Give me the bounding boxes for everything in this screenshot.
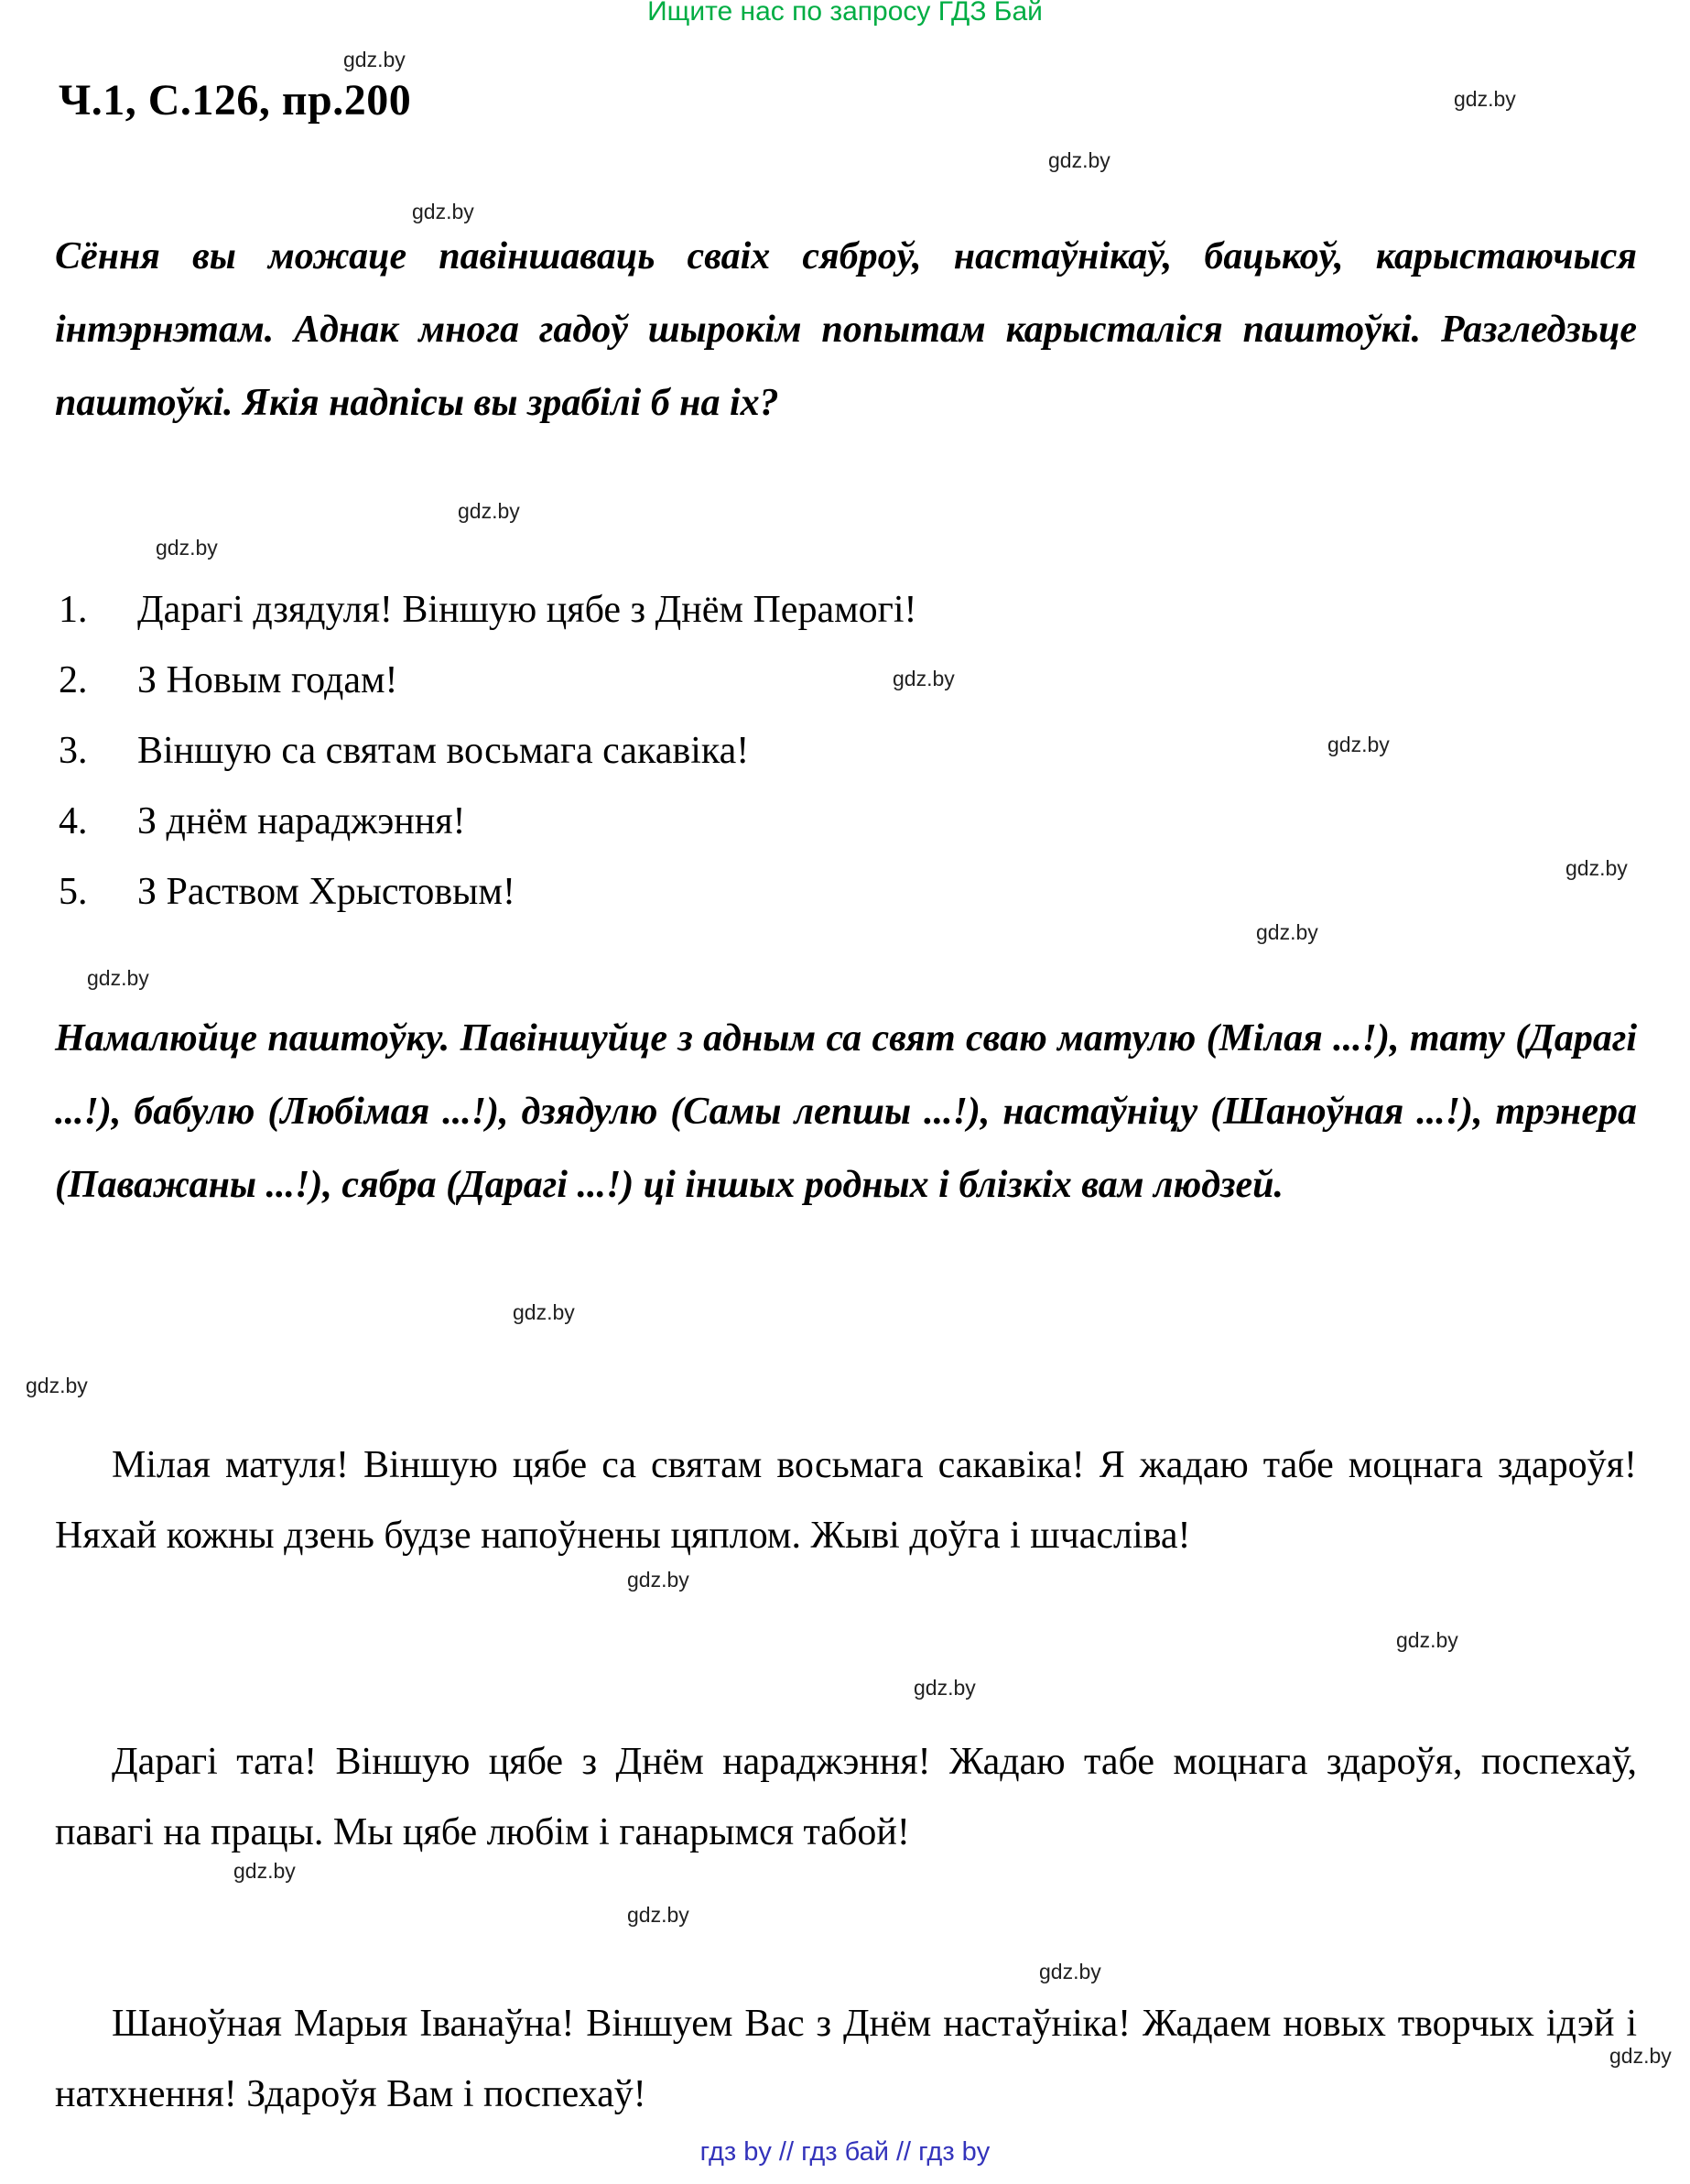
list-item-text: З Раством Хрыстовым! (137, 871, 515, 913)
watermark: gdz.by (26, 1374, 88, 1397)
task-draw-postcard-paragraph: Намалюйце паштоўку. Павіншуйце з адным са свят сваю матулю (Мілая ...!), тату (Дарагі ...!), бабулю (Любімая ...!), дзядулю (Самы лепшы ...!), настаўніцу (Шаноўная ...!), трэнера (Паважаны ...!), сябра (Дарагі ...!) ці іншых родных і блізкіх вам людзей. (55, 1017, 1637, 1206)
list-item (59, 716, 1637, 787)
watermark: gdz.by (1048, 148, 1110, 172)
answer-paragraph-father: Дарагі тата! Віншую цябе з Днём нараджэння! Жадаю табе моцнага здароўя, поспехаў, павагі на працы. Мы цябе любім і ганарымся табой! (55, 1741, 1637, 1853)
watermark: gdz.by (412, 200, 474, 223)
list-item (59, 857, 1637, 928)
watermark: gdz.by (233, 1859, 296, 1883)
answer-paragraph-teacher: Шаноўная Марыя Іванаўна! Віншуем Вас з Днём настаўніка! Жадаем новых творчых ідэй і натхнення! Здароўя Вам і поспехаў! (55, 2003, 1637, 2115)
watermark: gdz.by (893, 667, 955, 690)
list-item-number: 3. (59, 730, 88, 772)
list-item-number: 5. (59, 871, 88, 913)
watermark: gdz.by (1609, 2044, 1672, 2068)
list-item (59, 787, 1637, 857)
answer-paragraph-mother: Мілая матуля! Віншую цябе са святам восьмага сакавіка! Я жадаю табе моцнага здароўя! Няхай кожны дзень будзе напоўнены цяплом. Жыві доўга і шчасліва! (55, 1444, 1637, 1557)
watermark: gdz.by (1039, 1960, 1101, 1983)
watermark: gdz.by (87, 966, 149, 990)
list-item-text: З Новым годам! (137, 659, 398, 701)
watermark: gdz.by (343, 48, 406, 71)
watermark: gdz.by (914, 1676, 976, 1700)
footer-links-text[interactable]: гдз by // гдз бай // гдз by (699, 2137, 991, 2167)
watermark: gdz.by (156, 536, 218, 560)
watermark: gdz.by (1396, 1628, 1458, 1652)
watermark: gdz.by (1256, 920, 1318, 944)
task-intro-paragraph: Сёння вы можаце павіншаваць сваіх сяброў, настаўнікаў, бацькоў, карыстаючыся інтэрнэтам. Аднак многа гадоў шырокім попытам карысталіся паштоўкі. Разгледзьце паштоўкі. Якія надпісы вы зрабілі б на іх? (55, 235, 1637, 424)
exercise-header: Ч.1, С.126, пр.200 (59, 76, 412, 125)
list-item (59, 575, 1637, 646)
list-item-text: З днём нараджэння! (137, 800, 466, 842)
watermark: gdz.by (627, 1568, 689, 1592)
watermark: gdz.by (513, 1300, 575, 1324)
list-item-number: 2. (59, 659, 88, 701)
list-item-text: Віншую са святам восьмага сакавіка! (137, 730, 750, 772)
watermark: gdz.by (1454, 87, 1516, 111)
promo-banner-text: Ищите нас по запросу ГДЗ Бай (647, 0, 1043, 27)
list-item (59, 646, 1637, 716)
watermark: gdz.by (1565, 856, 1628, 880)
list-item-text: Дарагі дзядуля! Віншую цябе з Днём Перамогі! (137, 589, 917, 631)
list-item-number: 1. (59, 589, 88, 631)
list-item-number: 4. (59, 800, 88, 842)
watermark: gdz.by (627, 1903, 689, 1927)
postcard-greetings-list (59, 575, 1637, 928)
watermark: gdz.by (1327, 733, 1390, 756)
watermark: gdz.by (458, 499, 520, 523)
